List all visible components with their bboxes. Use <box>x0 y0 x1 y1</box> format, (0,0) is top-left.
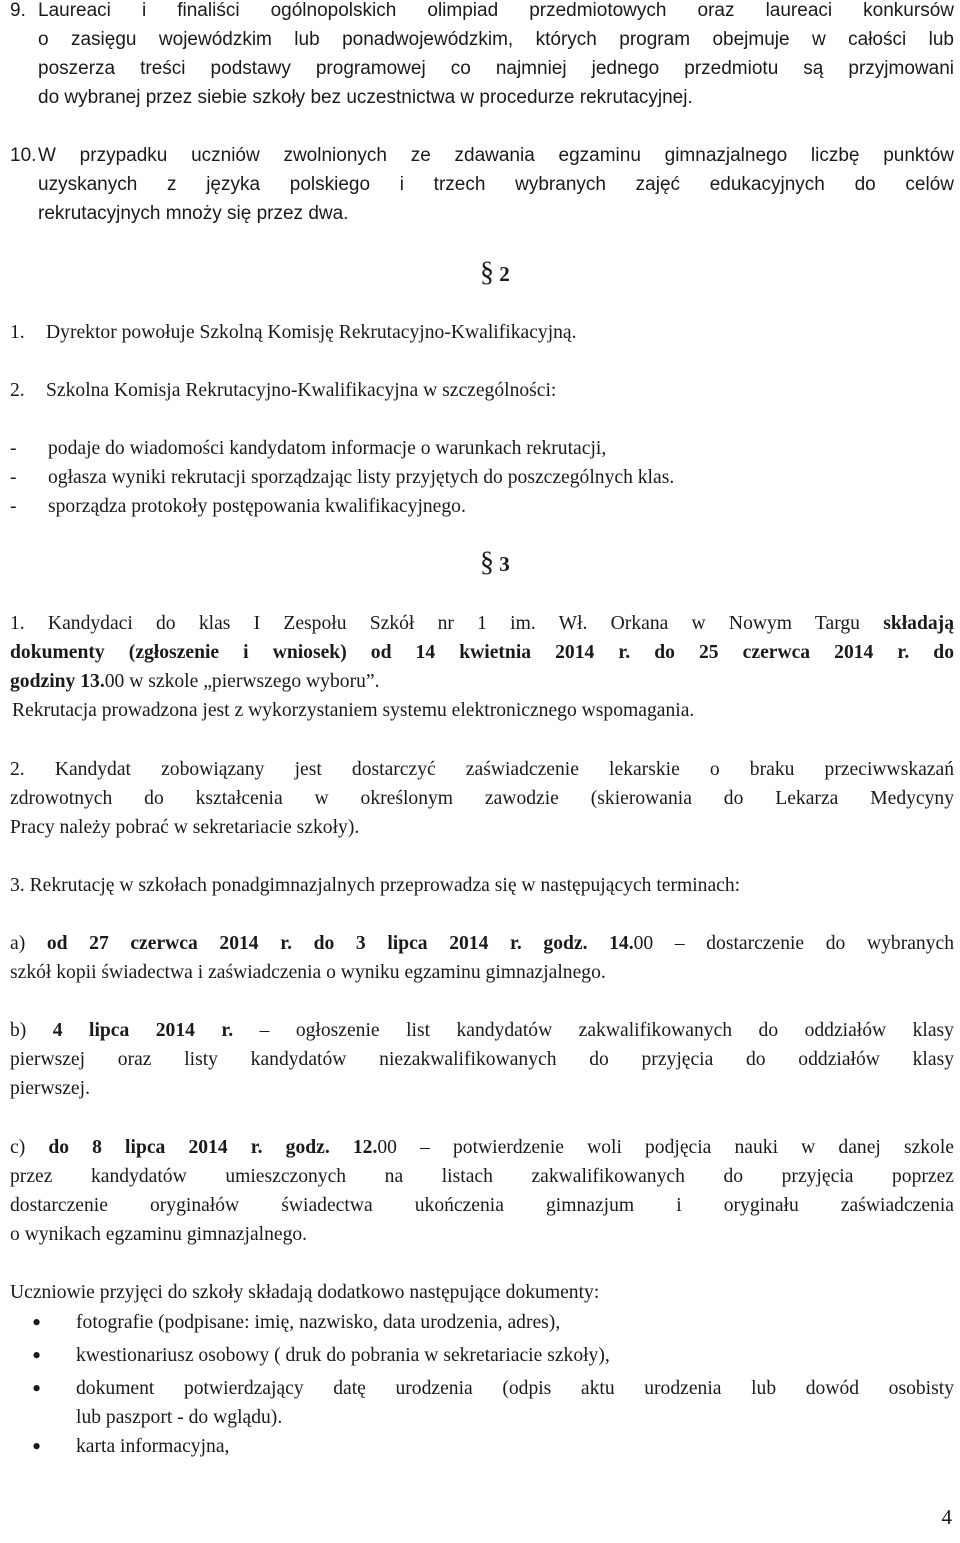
documents-list <box>10 1308 954 1461</box>
paragraph-number: 9. <box>10 0 26 21</box>
section-2-item-2 <box>10 376 954 405</box>
paragraph-9 <box>10 0 954 112</box>
item-text: Szkolna Komisja Rekrutacyjno-Kwalifikacyjna w szczególności: <box>46 380 557 401</box>
text-line: pierwszej. <box>10 1078 90 1099</box>
bullet-marker: • <box>32 1432 42 1461</box>
paragraph-10 <box>10 141 954 228</box>
list-item <box>10 434 954 463</box>
list-item <box>10 1374 954 1432</box>
bullet-marker: • <box>32 1374 42 1403</box>
section-number: 3 <box>499 552 510 576</box>
text-line: c) do 8 lipca 2014 r. godz. 12.00 – potwierdzenie woli podjęcia nauki w danej szkole <box>10 1137 954 1158</box>
dash-marker: - <box>10 467 17 488</box>
text-line: dostarczenie oryginałów świadectwa ukończenia gimnazjum i oryginału zaświadczenia <box>10 1195 954 1216</box>
list-item-text: ogłasza wyniki rekrutacji sporządzając listy przyjętych do poszczególnych klas. <box>48 467 675 488</box>
text-line: Laureaci i finaliści ogólnopolskich olimpiad przedmiotowych oraz laureaci konkursów <box>38 0 954 21</box>
list-item-text: dokument potwierdzający datę urodzenia (odpis aktu urodzenia lub dowód osobisty <box>76 1378 954 1399</box>
list-item-text: sporządza protokoły postępowania kwalifikacyjnego. <box>48 496 466 517</box>
schedule-item-a <box>10 929 954 987</box>
section-sign: § <box>480 547 494 578</box>
commission-duties-list <box>10 434 954 521</box>
text-line: o zasięgu wojewódzkim lub ponadwojewódzkim, których program obejmuje w całości lub <box>38 29 954 50</box>
text-line: do wybranej przez siebie szkoły bez uczestnictwa w procedurze rekrutacyjnej. <box>38 87 693 108</box>
documents-intro <box>10 1278 954 1307</box>
text-line: uzyskanych z języka polskiego i trzech wybranych zajęć edukacyjnych do celów <box>38 174 954 195</box>
text-line: W przypadku uczniów zwolnionych ze zdawania egzaminu gimnazjalnego liczbę punktów <box>38 145 954 166</box>
text-line: rekrutacyjnych mnoży się przez dwa. <box>38 203 349 224</box>
text-line: 2. Kandydat zobowiązany jest dostarczyć zaświadczenie lekarskie o braku przeciwwskazań <box>10 759 954 780</box>
text-line: o wynikach egzaminu gimnazjalnego. <box>10 1224 308 1245</box>
text-line: 3. Rekrutację w szkołach ponadgimnazjalnych przeprowadza się w następujących terminach: <box>10 875 741 896</box>
dash-marker: - <box>10 438 17 459</box>
list-item <box>10 1341 954 1374</box>
text-line: pierwszej oraz listy kandydatów niezakwalifikowanych do przyjęcia do oddziałów klasy <box>10 1049 954 1070</box>
text-line: Pracy należy pobrać w sekretariacie szkoły). <box>10 817 360 838</box>
schedule-item-b <box>10 1016 954 1103</box>
list-item-text: lub paszport - do wglądu). <box>76 1407 283 1428</box>
bullet-marker: • <box>32 1341 42 1370</box>
section-2-item-1 <box>10 318 954 347</box>
text-line: a) od 27 czerwca 2014 r. do 3 lipca 2014 r. godz. 14.00 – dostarczenie do wybranych <box>10 933 955 954</box>
list-item-text: podaje do wiadomości kandydatom informacje o warunkach rekrutacji, <box>48 438 607 459</box>
section-heading-3 <box>480 548 510 579</box>
item-text: Dyrektor powołuje Szkolną Komisję Rekrutacyjno-Kwalifikacyjną. <box>46 322 577 343</box>
list-item-text: fotografie (podpisane: imię, nazwisko, data urodzenia, adres), <box>76 1312 561 1333</box>
section-3-item-2 <box>10 755 954 842</box>
text-line: b) 4 lipca 2014 r. – ogłoszenie list kandydatów zakwalifikowanych do oddziałów klasy <box>10 1020 954 1041</box>
list-item <box>10 1308 954 1341</box>
text-line: przez kandydatów umieszczonych na listach zakwalifikowanych do przyjęcia poprzez <box>10 1166 954 1187</box>
list-item <box>10 492 954 521</box>
text-line: godziny 13.00 w szkole „pierwszego wyboru”. <box>10 671 380 692</box>
text-line: Rekrutacja prowadzona jest z wykorzystaniem systemu elektronicznego wspomagania. <box>12 700 695 721</box>
section-3-item-1 <box>10 609 954 725</box>
text-line: dokumenty (zgłoszenie i wniosek) od 14 kwietnia 2014 r. do 25 czerwca 2014 r. do <box>10 642 954 663</box>
item-number: 2. <box>10 380 25 401</box>
section-sign: § <box>480 257 494 288</box>
dash-marker: - <box>10 496 17 517</box>
bullet-marker: • <box>32 1308 42 1337</box>
list-item-text: karta informacyjna, <box>76 1436 230 1457</box>
page-number: 4 <box>941 1505 952 1529</box>
list-item <box>10 463 954 492</box>
text-line: Uczniowie przyjęci do szkoły składają dodatkowo następujące dokumenty: <box>10 1282 600 1303</box>
paragraph-number: 10. <box>10 145 37 166</box>
section-3-item-3 <box>10 871 954 900</box>
section-number: 2 <box>499 262 510 286</box>
list-item-text: kwestionariusz osobowy ( druk do pobrania w sekretariacie szkoły), <box>76 1345 610 1366</box>
text-line: szkół kopii świadectwa i zaświadczenia o wyniku egzaminu gimnazjalnego. <box>10 962 606 983</box>
text-line: poszerza treści podstawy programowej co najmniej jednego przedmiotu są przyjmowani <box>38 58 954 79</box>
schedule-item-c <box>10 1133 954 1249</box>
item-number: 1. <box>10 322 25 343</box>
section-heading-2 <box>480 258 510 289</box>
list-item <box>10 1432 954 1461</box>
text-line: 1. Kandydaci do klas I Zespołu Szkół nr 1 im. Wł. Orkana w Nowym Targu składają <box>10 613 954 634</box>
text-line: zdrowotnych do kształcenia w określonym zawodzie (skierowania do Lekarza Medycyny <box>10 788 954 809</box>
